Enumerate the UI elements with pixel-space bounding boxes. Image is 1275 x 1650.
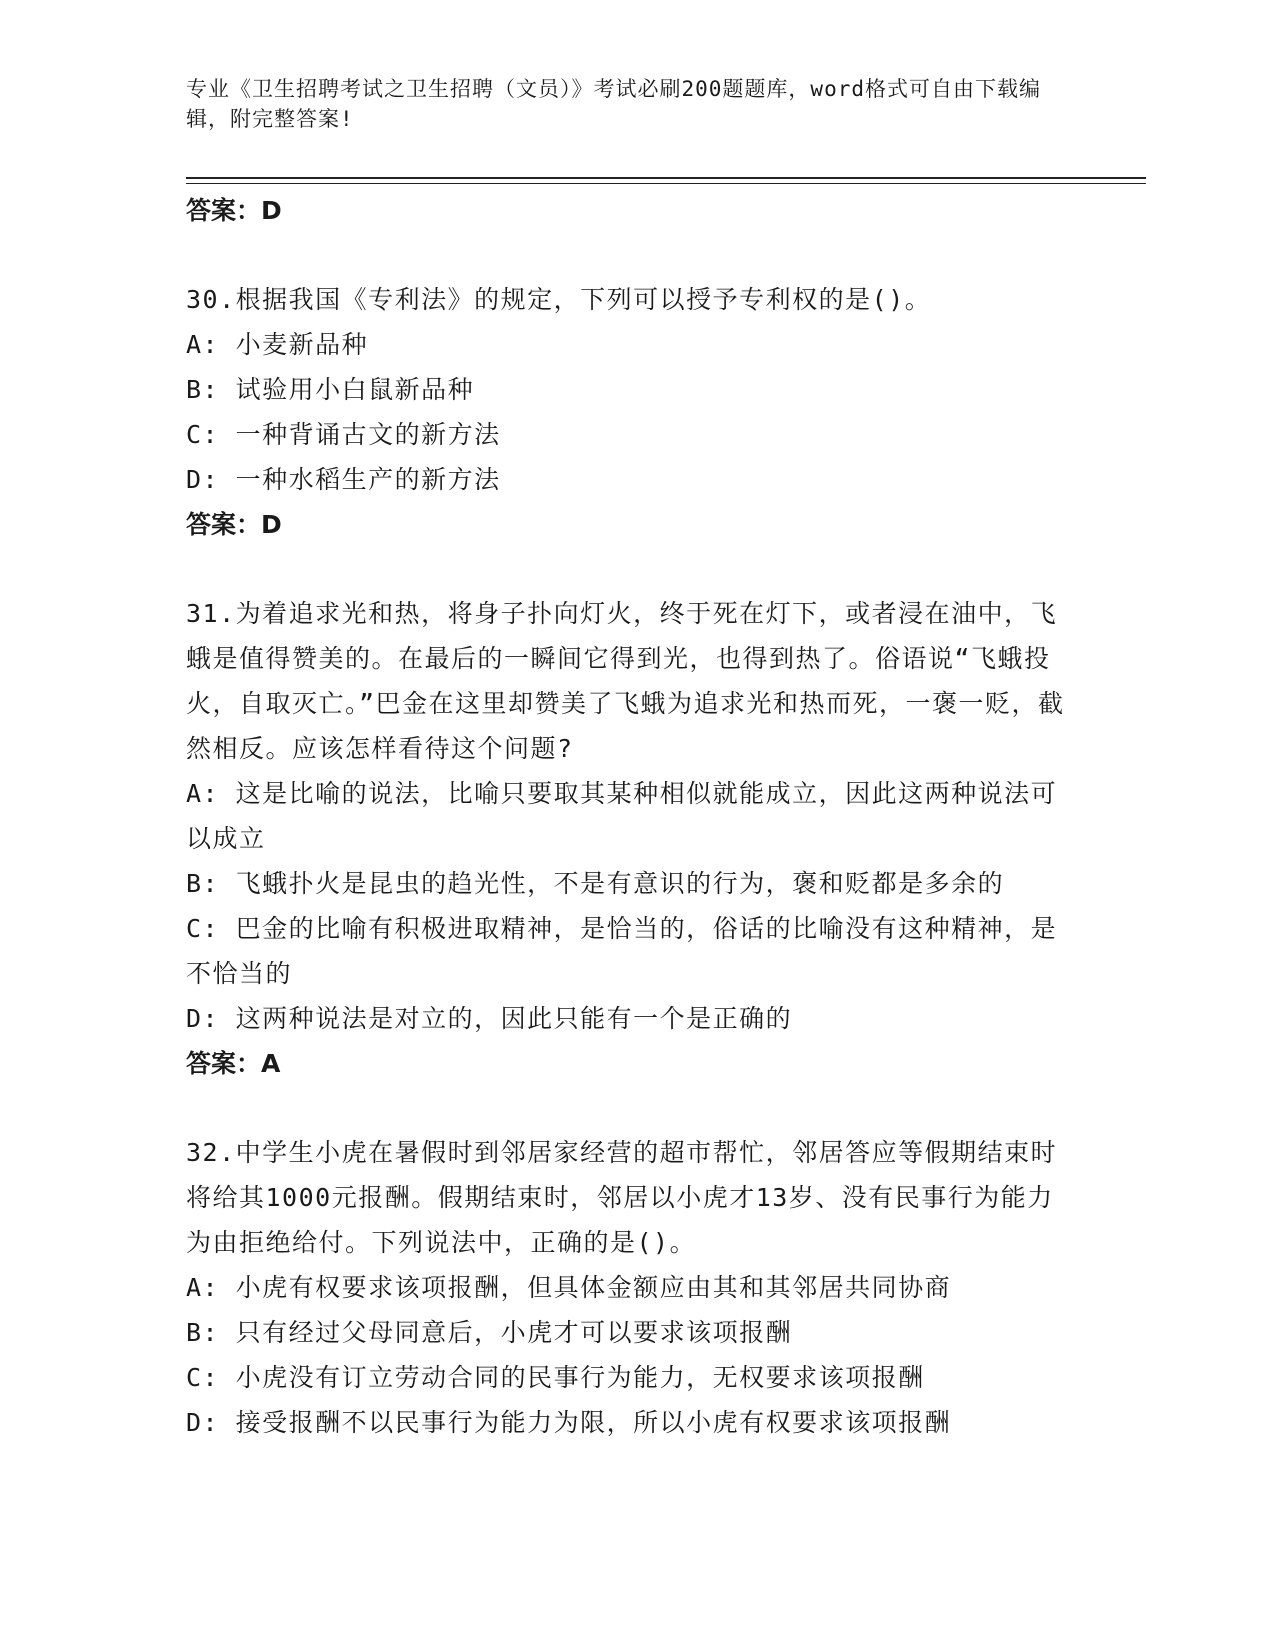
question-list	[186, 188, 1066, 1445]
question-block	[186, 1130, 1066, 1445]
document-header: 专业《卫生招聘考试之卫生招聘（文员）》考试必刷200题题库，word格式可自由下载编辑，附完整答案!	[186, 77, 1041, 131]
question-stem: 31.为着追求光和热，将身子扑向灯火，终于死在灯下，或者浸在油中，飞蛾是值得赞美的。在最后的一瞬间它得到光，也得到热了。俗语说“飞蛾投火，自取灭亡。”巴金在这里却赞美了飞蛾为追求光和热而死，一褒一贬，截然相反。应该怎样看待这个问题?	[186, 599, 1065, 763]
prev-answer	[186, 188, 1066, 233]
option-b: B: 只有经过父母同意后，小虎才可以要求该项报酬	[186, 1318, 793, 1347]
question-block	[186, 591, 1066, 1086]
answer-value: A	[261, 1049, 281, 1078]
option-a: A: 小虎有权要求该项报酬，但具体金额应由其和其邻居共同协商	[186, 1273, 952, 1302]
option-c: C: 巴金的比喻有积极进取精神，是恰当的，俗话的比喻没有这种精神，是不恰当的	[186, 914, 1058, 988]
answer-label: 答案：	[186, 196, 262, 225]
answer-value: D	[261, 510, 282, 539]
option-d: D: 接受报酬不以民事行为能力为限，所以小虎有权要求该项报酬	[186, 1408, 952, 1437]
answer-label: 答案：	[186, 510, 262, 539]
option-a: A: 小麦新品种	[186, 330, 369, 359]
option-b: B: 飞蛾扑火是昆虫的趋光性，不是有意识的行为，褒和贬都是多余的	[186, 869, 1005, 898]
header-rule-thin	[186, 183, 1146, 184]
question-stem: 32.中学生小虎在暑假时到邻居家经营的超市帮忙，邻居答应等假期结束时将给其1000元报酬。假期结束时，邻居以小虎才13岁、没有民事行为能力为由拒绝给付。下列说法中，正确的是()。	[186, 1138, 1058, 1257]
question-block	[186, 277, 1066, 547]
option-a: A: 这是比喻的说法，比喻只要取其某种相似就能成立，因此这两种说法可以成立	[186, 779, 1058, 853]
question-answer	[186, 502, 1066, 547]
option-d: D: 一种水稻生产的新方法	[186, 465, 501, 494]
question-stem: 30.根据我国《专利法》的规定，下列可以授予专利权的是()。	[186, 285, 932, 314]
option-d: D: 这两种说法是对立的，因此只能有一个是正确的	[186, 1004, 793, 1033]
option-c: C: 一种背诵古文的新方法	[186, 420, 501, 449]
answer-label: 答案：	[186, 1049, 262, 1078]
answer-value: D	[261, 196, 282, 225]
option-c: C: 小虎没有订立劳动合同的民事行为能力，无权要求该项报酬	[186, 1363, 925, 1392]
header-rule-thick	[186, 177, 1146, 179]
option-b: B: 试验用小白鼠新品种	[186, 375, 475, 404]
question-answer	[186, 1041, 1066, 1086]
